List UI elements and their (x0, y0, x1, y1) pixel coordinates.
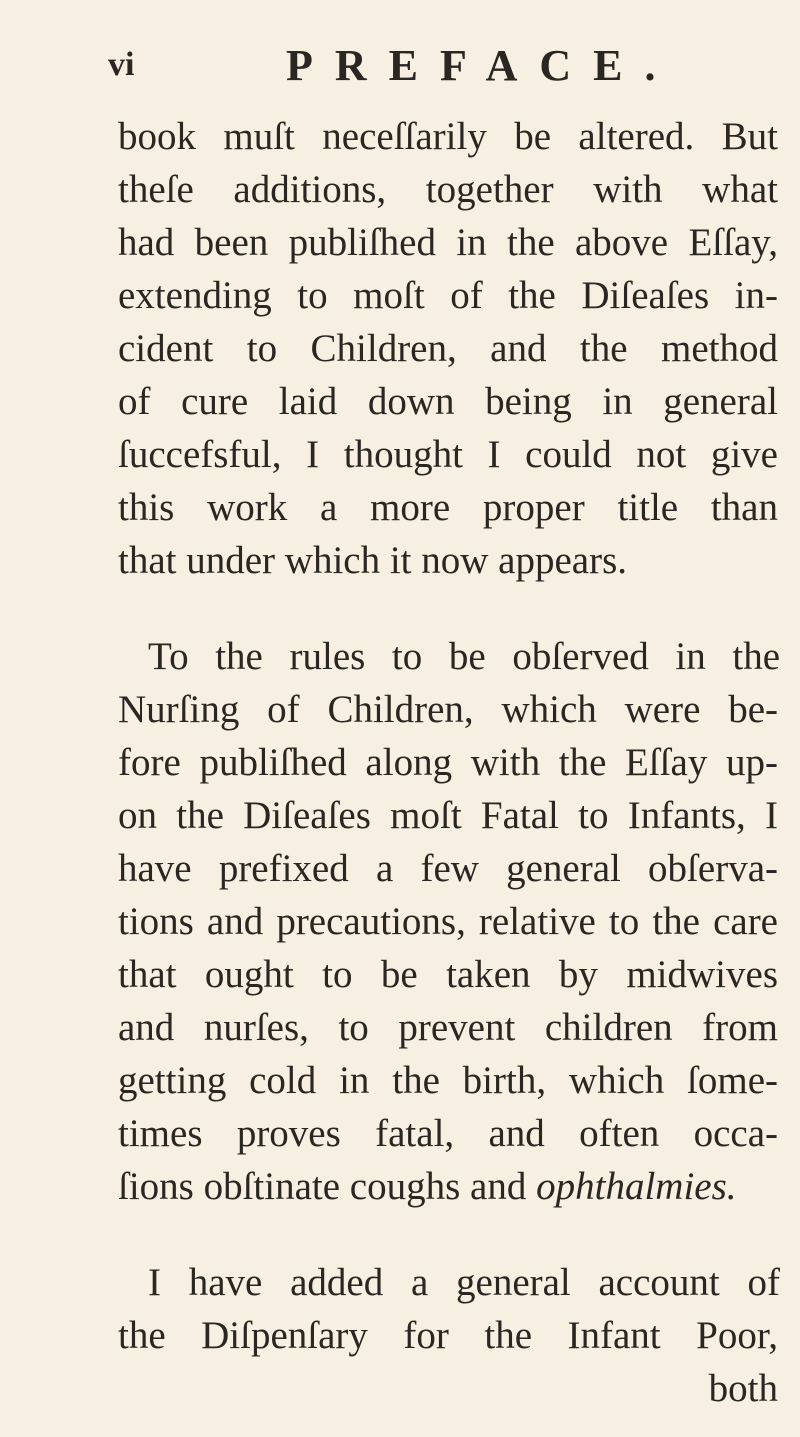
text-line-last (118, 1157, 737, 1217)
text-line: extending to moſt of the Diſeaſes in- (118, 274, 778, 317)
page-number: vi (108, 46, 135, 83)
text-line: that under which it now appears. (118, 539, 628, 582)
text-line: fore publiſhed along with the Eſſay up- (118, 741, 778, 784)
text-line: Nurſing of Children, which were be- (118, 688, 778, 731)
text-line: To the rules to be obſerved in the (148, 635, 780, 678)
text-line: have prefixed a few general obſerva- (118, 847, 778, 890)
text-line: this work a more proper title than (118, 486, 778, 529)
text-line: getting cold in the birth, which ſome- (118, 1059, 778, 1102)
running-title: PREFACE. (286, 41, 678, 90)
text-segment: ſions obſtinate coughs and (118, 1165, 527, 1208)
text-line: that ought to be taken by midwives (118, 953, 778, 996)
text-line: the Diſpenſary for the Infant Poor, (118, 1314, 778, 1357)
text-line: I have added a general account of (148, 1261, 780, 1304)
italic-word: ophthalmies. (536, 1165, 737, 1208)
text-line: book muſt neceſſarily be altered. But (118, 115, 778, 158)
text-line: on the Diſeaſes moſt Fatal to Infants, I (118, 794, 778, 837)
text-line: tions and precautions, relative to the care (118, 900, 778, 943)
text-line: had been publiſhed in the above Eſſay, (118, 221, 778, 264)
page-header (108, 40, 768, 100)
text-line: ſuccefsful, I thought I could not give (118, 433, 778, 476)
text-line: times proves fatal, and often occa- (118, 1112, 778, 1155)
catchword: both (708, 1367, 778, 1410)
text-line: theſe additions, together with what (118, 168, 778, 211)
text-line: of cure laid down being in general (118, 380, 778, 423)
text-line: and nurſes, to prevent children from (118, 1006, 778, 1049)
text-line: cident to Children, and the method (118, 327, 778, 370)
